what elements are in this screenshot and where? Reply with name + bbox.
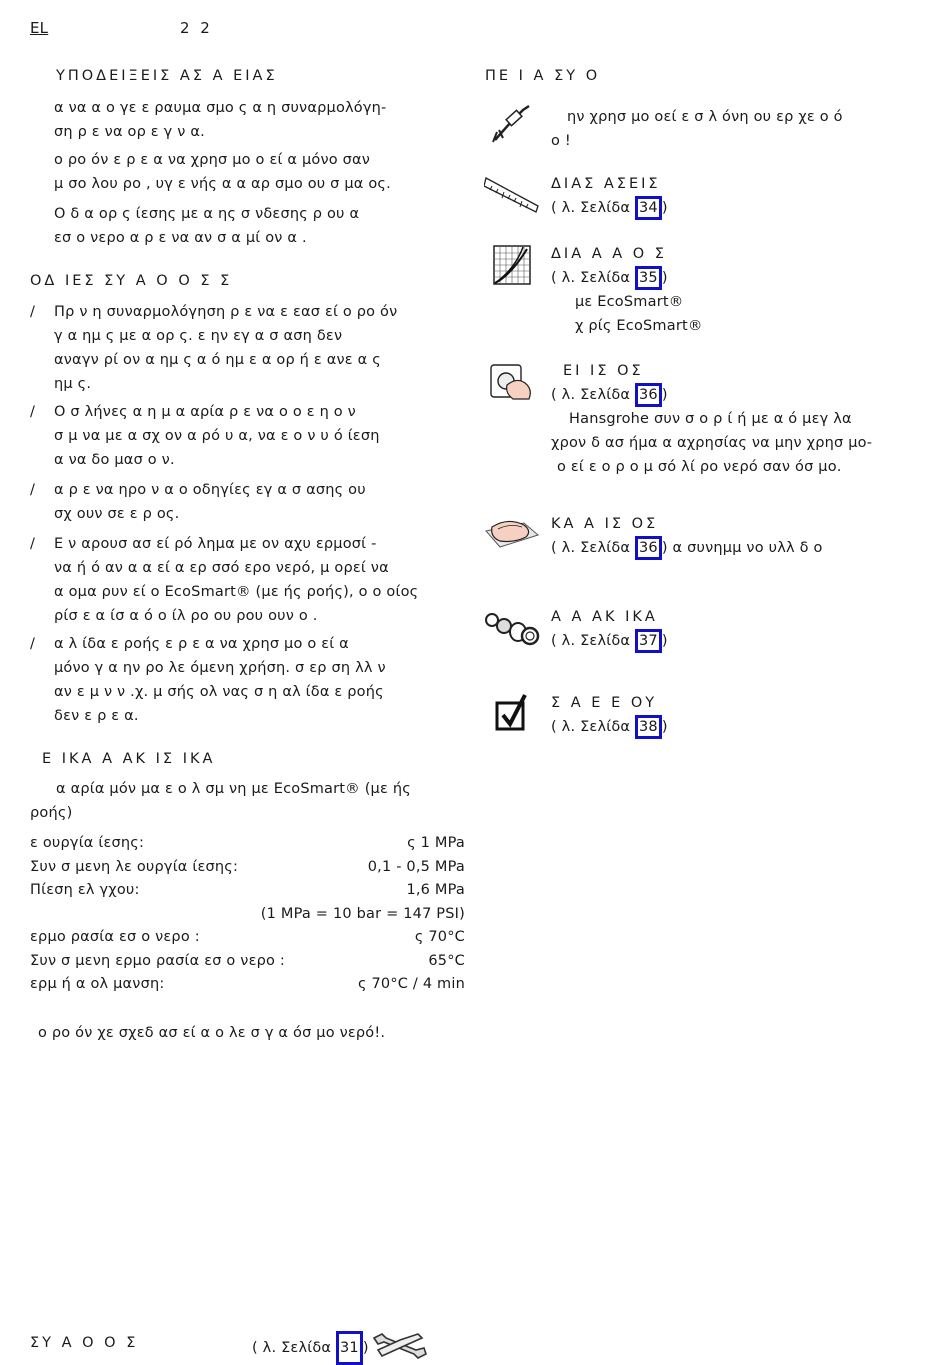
flow-chart-icon (493, 245, 531, 285)
assembly-label: ΣΥ Α Ο Ο Σ (30, 1335, 139, 1351)
warning-text: ην χρησ μο οεί ε σ λ όνη ου ερ χε ο ό ο ! (551, 109, 843, 149)
page-ref-link[interactable]: 36 (635, 536, 662, 560)
temperature-section: ΕΙ ΙΣ ΟΣ ( λ. Σελίδα 36 ) Hansgrohe συν σ ο ρ ί ή με α ό μεγ λα χρον δ ασ ήμα α αχρησίας να μην χρησ μο- ο εί ε ο ρ ο μ σό λί ρο νερό σαν όσ μο. (551, 363, 873, 475)
table-row: Συν σ μενη ερμο ρασία εσ ο νερο : 65°C (30, 952, 465, 969)
table-row: ε ουργία ίεσης: ς 1 MPa (30, 835, 465, 851)
table-row: Συν σ μενη λε ουργία ίεσης: 0,1 - 0,5 MPa (30, 858, 465, 875)
safety-title: ΥΠΟΔΕΙΞΕΙΣ ΑΣ Α ΕΙΑΣ (56, 68, 278, 84)
tech-table (30, 831, 465, 996)
page-ref-link[interactable]: 35 (635, 266, 662, 290)
sealant-gun-icon (489, 102, 533, 144)
safety-paragraph-1: α να α ο γε ε ραυμα σμο ς α η συναρμολόγη- ση ρ ε να ορ ε γ ν α. (54, 100, 387, 140)
table-row: (1 MPa = 10 bar = 147 PSI) (260, 905, 465, 922)
spare-parts-icon (484, 608, 542, 648)
tech-title: Ε ΙΚΑ Α ΑΚ ΙΣ ΙΚΑ (42, 751, 216, 767)
page-number: 2 2 (180, 19, 213, 37)
checkbox-icon (495, 693, 529, 733)
install-title: ΟΔ ΙΕΣ ΣΥ Α Ο Ο Σ Σ (30, 273, 233, 289)
spare-parts-section: Α Α ΑΚ ΙΚΑ ( λ. Σελίδα 37 ) (551, 605, 668, 653)
safety-paragraph-3: Ο δ α ορ ς ίεσης με α ης σ νδεσης ρ ου α εσ ο νερο α ρ ε να αν σ α μί ον α . (54, 206, 360, 246)
cleaning-section: ΚΑ Α ΙΣ ΟΣ ( λ. Σελίδα 36 ) α συνημμ νο υλλ δ ο (551, 512, 823, 560)
page-ref-link[interactable]: 38 (635, 715, 662, 739)
assembly-ref[interactable]: ( λ. Σελίδα 31 ) (252, 1331, 369, 1365)
hand-on-handle-icon (489, 363, 535, 401)
safety-paragraph-2: ο ρο όν ε ρ ε α να χρησ μο ο εί α μόνο σαν μ σο λου ρο , υγ ε νής α α αρ σμο ου σ μα ος. (54, 152, 391, 192)
table-row: ερμ ή α ολ μανση: ς 70°C / 4 min (30, 976, 465, 992)
ruler-icon (484, 174, 540, 214)
install-item-5: / α λ ίδα ε ροής ε ρ ε α να χρησ μο ο εί α μόνο γ α ην ρο λε όμενη χρήση. σ ερ ση λλ ν αν ε μ ν ν .χ. μ σής ολ νας σ η αλ ίδα ε ροής δεν ε ρ ε α. (30, 636, 386, 724)
table-row: Πίεση ελ γχου: 1,6 MPa (30, 882, 465, 898)
tech-intro: α αρία μόν μα ε ο λ σμ νη με EcoSmart® (με ής ροής) (30, 781, 411, 821)
flow-section: ΔΙΑ Α Α Ο Σ ( λ. Σελίδα 35 ) με EcoSmart® χ ρίς EcoSmart® (551, 246, 703, 334)
language-code: EL (30, 19, 49, 37)
right-title: ΠΕ Ι Α ΣΥ Ο (485, 68, 601, 84)
page-ref-link[interactable]: 37 (635, 629, 662, 653)
install-item-3: / α ρ ε να ηρο ν α ο οδηγίες εγ α σ ασης ου σχ ουν σε ε ρ ος. (30, 482, 366, 522)
page-ref-link[interactable]: 36 (635, 383, 662, 407)
wrench-icon (370, 1328, 428, 1362)
hand-cleaning-icon (484, 513, 540, 553)
install-item-1: / Πρ ν η συναρμολόγηση ρ ε να ε εασ εί ο ρο όν γ α ημ ς με α ορ ς. ε ην εγ α σ αση δεν αναγν ρί ον α ημ ς α ό ημ ε α ορ ή ε ανε α ς ημ ς. (30, 304, 398, 392)
dimensions-section: ΔΙΑΣ ΑΣΕΙΣ ( λ. Σελίδα 34 ) (551, 172, 668, 220)
page-ref-link[interactable]: 31 (336, 1331, 363, 1365)
page-ref-link[interactable]: 34 (635, 196, 662, 220)
tech-footer-note: ο ρο όν χε σχεδ ασ εί α ο λε σ γ α όσ μο νερό!. (38, 1025, 386, 1041)
install-item-2: / Ο σ λήνες α η μ α αρία ρ ε να ο ο ε η ο ν σ μ να με α σχ ον α ρό υ α, να ε ο ν υ ό ίεση α να δο μασ ο ν. (30, 404, 380, 468)
install-item-4: / Ε ν αρουσ ασ εί ρό λημα με ον αχυ ερμοσί - να ή ό αν α α εί α ερ σσό ερο νερό, μ ορεί να α ομα ρυν εί ο EcoSmart® (με ής ροής), ο ο οίος ρίσ ε α ίσ α ό ο ίλ ρο ου ρου ουν ο . (30, 536, 419, 624)
table-row: ερμο ρασία εσ ο νερο : ς 70°C (30, 929, 465, 945)
test-section: Σ Α Ε Ε ΟΥ ( λ. Σελίδα 38 ) (551, 691, 668, 739)
